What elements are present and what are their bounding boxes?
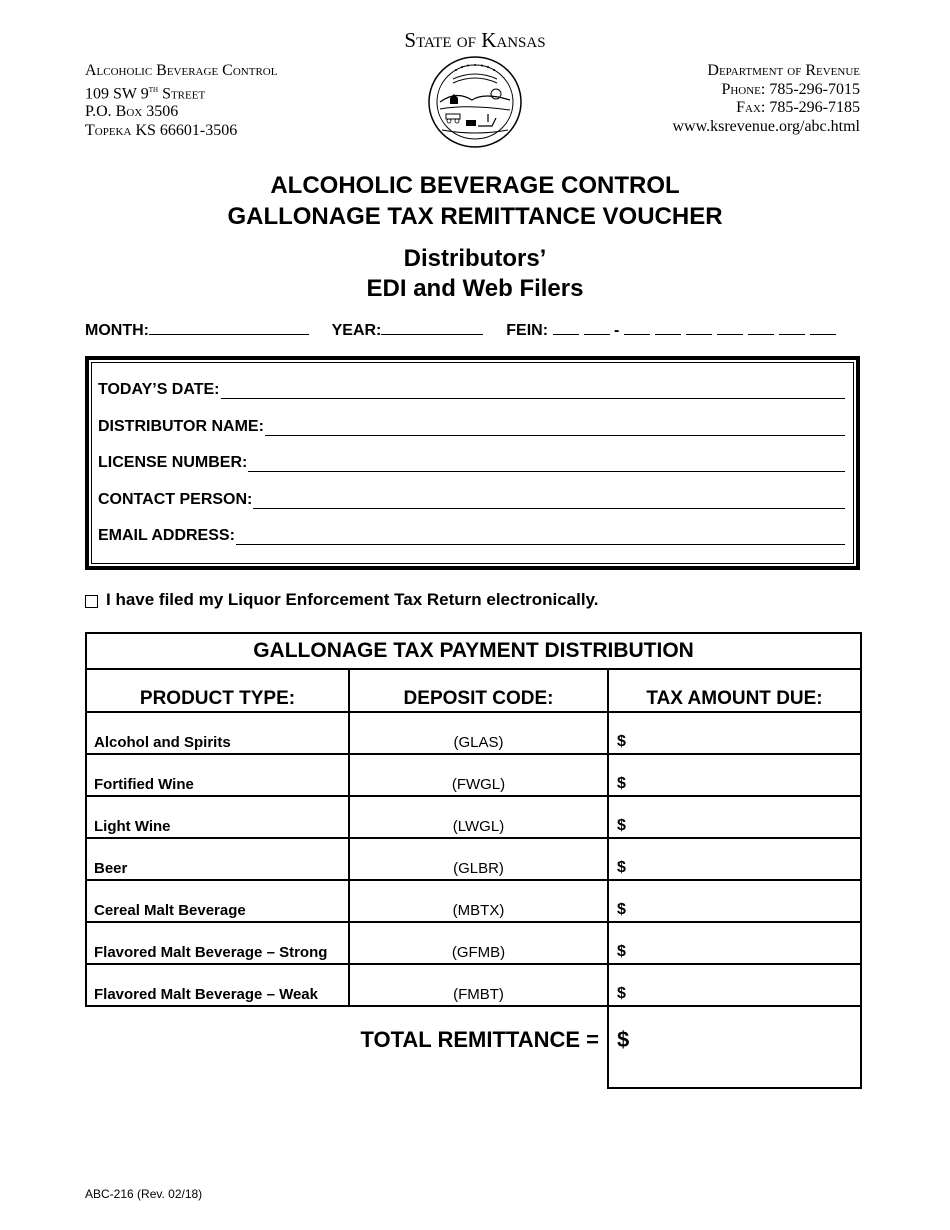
deposit-code-cell: (GFMB) xyxy=(349,922,608,964)
form-title-line-1: ALCOHOLIC BEVERAGE CONTROL xyxy=(270,172,680,199)
contact-person-row xyxy=(98,489,845,509)
fein-digit-field[interactable] xyxy=(624,320,650,335)
payment-distribution-table xyxy=(85,632,862,1089)
total-row xyxy=(86,1006,861,1088)
table-row xyxy=(86,922,861,964)
agency-name: Alcoholic Beverage Control xyxy=(85,62,278,79)
fein-digit-field[interactable] xyxy=(717,320,743,335)
fein-dash: - xyxy=(613,322,620,339)
agency-city: Topeka KS 66601-3506 xyxy=(85,121,238,139)
agency-address xyxy=(85,62,277,140)
distributor-info-inner xyxy=(91,362,854,564)
todays-date-label: TODAY’S DATE: xyxy=(98,381,220,398)
department-contact xyxy=(672,62,860,136)
fein-digit-field[interactable] xyxy=(655,320,681,335)
todays-date-row xyxy=(98,379,845,399)
tax-amount-field[interactable]: $ xyxy=(608,922,861,964)
deposit-code-cell: (MBTX) xyxy=(349,880,608,922)
state-title: State of Kansas xyxy=(404,28,546,52)
form-subtitle-line-1: Distributors’ xyxy=(403,245,547,272)
table-row xyxy=(86,796,861,838)
month-field[interactable] xyxy=(149,320,309,335)
form-revision-id: ABC-216 (Rev. 02/18) xyxy=(85,1187,203,1201)
agency-po-box: P.O. Box 3506 xyxy=(85,103,179,121)
tax-amount-field[interactable]: $ xyxy=(608,964,861,1006)
product-type-cell: Light Wine xyxy=(86,796,349,838)
department-name: Department of Revenue xyxy=(707,62,860,79)
year-field[interactable] xyxy=(381,320,483,335)
license-number-label: LICENSE NUMBER: xyxy=(98,454,248,471)
fein-digit-field[interactable] xyxy=(748,320,774,335)
form-subtitle xyxy=(0,244,950,304)
distributor-name-label: DISTRIBUTOR NAME: xyxy=(98,418,264,435)
table-row xyxy=(86,754,861,796)
table-caption: GALLONAGE TAX PAYMENT DISTRIBUTION xyxy=(86,633,861,669)
form-title xyxy=(0,170,950,232)
fein-digit-field[interactable] xyxy=(686,320,712,335)
agency-street: 109 SW 9th Street xyxy=(85,83,206,102)
product-type-cell: Flavored Malt Beverage – Strong xyxy=(86,922,349,964)
product-type-cell: Flavored Malt Beverage – Weak xyxy=(86,964,349,1006)
email-address-row xyxy=(98,525,845,545)
email-address-label: EMAIL ADDRESS: xyxy=(98,527,235,544)
form-title-line-2: GALLONAGE TAX REMITTANCE VOUCHER xyxy=(227,203,723,230)
tax-amount-field[interactable]: $ xyxy=(608,712,861,754)
month-label: MONTH: xyxy=(85,322,149,339)
table-row xyxy=(86,712,861,754)
email-address-field[interactable] xyxy=(236,530,845,545)
fein-digit-field[interactable] xyxy=(553,320,579,335)
distributor-info-box xyxy=(85,356,860,570)
tax-amount-field[interactable]: $ xyxy=(608,838,861,880)
filed-electronically-row[interactable] xyxy=(85,590,599,610)
kansas-seal-icon xyxy=(426,54,524,150)
deposit-code-cell: (GLAS) xyxy=(349,712,608,754)
tax-amount-field[interactable]: $ xyxy=(608,754,861,796)
product-type-cell: Fortified Wine xyxy=(86,754,349,796)
distributor-name-field[interactable] xyxy=(265,421,845,436)
table-row xyxy=(86,964,861,1006)
column-header-deposit-code: DEPOSIT CODE: xyxy=(349,669,608,712)
filed-electronically-checkbox[interactable] xyxy=(85,595,98,608)
year-label: YEAR: xyxy=(331,322,382,339)
total-remittance-label: TOTAL REMITTANCE = xyxy=(86,1006,608,1088)
total-remittance-field[interactable]: $ xyxy=(608,1006,861,1088)
tax-amount-field[interactable]: $ xyxy=(608,796,861,838)
contact-person-field[interactable] xyxy=(253,494,845,509)
fax-line: Fax: 785-296-7185 xyxy=(736,99,860,116)
distributor-name-row xyxy=(98,416,845,436)
contact-person-label: CONTACT PERSON: xyxy=(98,491,253,508)
column-header-tax-amount: TAX AMOUNT DUE: xyxy=(608,669,861,712)
column-header-product-type: PRODUCT TYPE: xyxy=(86,669,349,712)
table-row xyxy=(86,880,861,922)
filed-electronically-label: I have filed my Liquor Enforcement Tax Return electronically. xyxy=(106,590,599,609)
table-row xyxy=(86,838,861,880)
deposit-code-cell: (FWGL) xyxy=(349,754,608,796)
form-subtitle-line-2: EDI and Web Filers xyxy=(366,275,584,302)
product-type-cell: Beer xyxy=(86,838,349,880)
fein-digit-field[interactable] xyxy=(779,320,805,335)
license-number-row xyxy=(98,452,845,472)
website-link[interactable]: www.ksrevenue.org/abc.html xyxy=(672,117,860,135)
deposit-code-cell: (FMBT) xyxy=(349,964,608,1006)
deposit-code-cell: (LWGL) xyxy=(349,796,608,838)
fein-digit-field[interactable] xyxy=(810,320,836,335)
phone-line: Phone: 785-296-7015 xyxy=(721,80,860,98)
period-row xyxy=(85,320,836,340)
license-number-field[interactable] xyxy=(248,457,845,472)
fein-label: FEIN: xyxy=(506,322,549,339)
product-type-cell: Alcohol and Spirits xyxy=(86,712,349,754)
todays-date-field[interactable] xyxy=(221,384,846,399)
tax-amount-field[interactable]: $ xyxy=(608,880,861,922)
product-type-cell: Cereal Malt Beverage xyxy=(86,880,349,922)
deposit-code-cell: (GLBR) xyxy=(349,838,608,880)
fein-digit-field[interactable] xyxy=(584,320,610,335)
